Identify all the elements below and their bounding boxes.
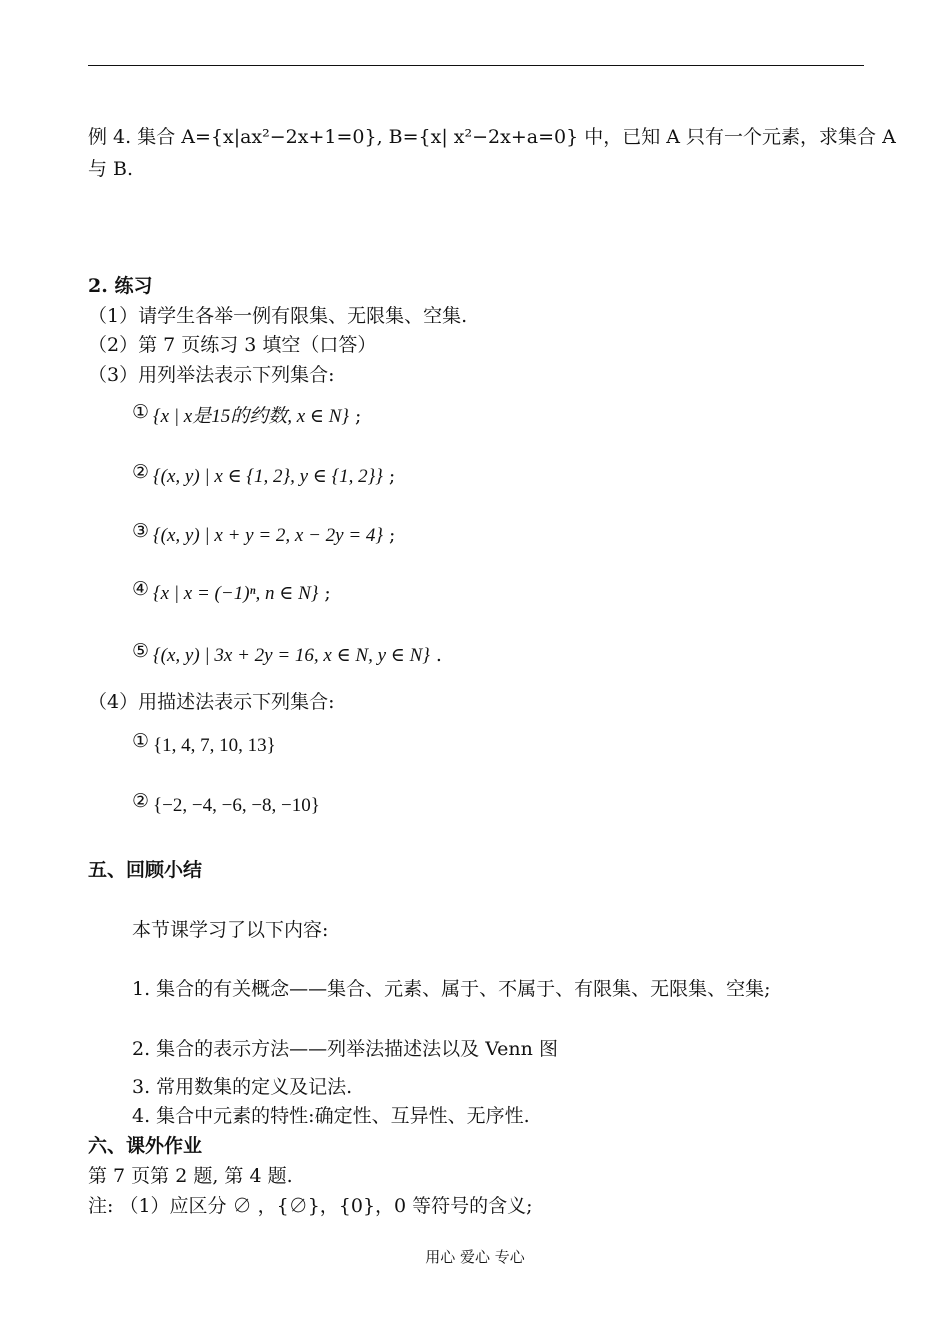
punctuation: ; — [382, 465, 396, 487]
circled-number: ③ — [132, 520, 150, 542]
homework-note: 注: （1）应区分 ∅ ，{∅}，{0}，0 等符号的含义; — [88, 1195, 533, 1217]
list-set-5 — [132, 636, 442, 671]
example-4-line-1: 例 4. 集合 A={x|ax²−2x+1=0}, B={x| x²−2x+a=0} 中，已知 A 只有一个元素，求集合 A — [88, 126, 896, 148]
list-set-4 — [132, 574, 331, 609]
set-expression: {(x, y) | 3x + 2y = 16, x ∈ N, y ∈ N} — [153, 645, 430, 666]
practice-item-4: （4）用描述法表示下列集合: — [88, 691, 335, 713]
list-set-3 — [132, 516, 395, 551]
punctuation: ; — [318, 582, 331, 604]
circled-number: ① — [132, 730, 150, 752]
set-expression: {(x, y) | x ∈ {1, 2}, y ∈ {1, 2}} — [153, 466, 383, 487]
circled-number: ② — [132, 790, 150, 812]
punctuation: ; — [383, 524, 396, 546]
set-expression: {−2, −4, −6, −8, −10} — [153, 795, 320, 816]
homework-heading: 六、课外作业 — [88, 1135, 203, 1157]
describe-set-2 — [132, 786, 320, 821]
example-4 — [88, 121, 896, 185]
practice-heading: 2. 练习 — [88, 275, 153, 297]
circled-number: ② — [132, 461, 150, 483]
page-footer: 用心 爱心 专心 — [425, 1248, 525, 1266]
homework-line: 第 7 页第 2 题, 第 4 题. — [88, 1165, 293, 1187]
review-point-4: 4. 集合中元素的特性:确定性、互异性、无序性. — [132, 1105, 530, 1127]
review-intro: 本节课学习了以下内容: — [132, 919, 329, 941]
punctuation: . — [429, 644, 442, 666]
practice-item-2: （2）第 7 页练习 3 填空（口答） — [88, 334, 377, 356]
set-expression: {x | x是15的约数, x ∈ N} — [153, 406, 350, 427]
set-expression: {x | x = (−1)ⁿ, n ∈ N} — [153, 583, 319, 604]
circled-number: ④ — [132, 578, 150, 600]
review-point-3: 3. 常用数集的定义及记法. — [132, 1076, 353, 1098]
review-point-2: 2. 集合的表示方法——列举法描述法以及 Venn 图 — [132, 1038, 558, 1060]
practice-item-1: （1）请学生各举一例有限集、无限集、空集. — [88, 305, 468, 327]
circled-number: ① — [132, 401, 150, 423]
practice-item-3: （3）用列举法表示下列集合: — [88, 364, 335, 386]
review-point-1: 1. 集合的有关概念——集合、元素、属于、不属于、有限集、无限集、空集; — [132, 978, 771, 1000]
set-expression: {1, 4, 7, 10, 13} — [153, 735, 276, 756]
list-set-2 — [132, 457, 395, 492]
circled-number: ⑤ — [132, 640, 150, 662]
describe-set-1 — [132, 726, 276, 761]
review-heading: 五、回顾小结 — [88, 859, 203, 881]
example-4-line-2: 与 B. — [88, 158, 134, 180]
set-expression: {(x, y) | x + y = 2, x − 2y = 4} — [153, 525, 384, 546]
header-rule — [88, 65, 864, 66]
punctuation: ; — [349, 405, 362, 427]
list-set-1 — [132, 397, 361, 432]
